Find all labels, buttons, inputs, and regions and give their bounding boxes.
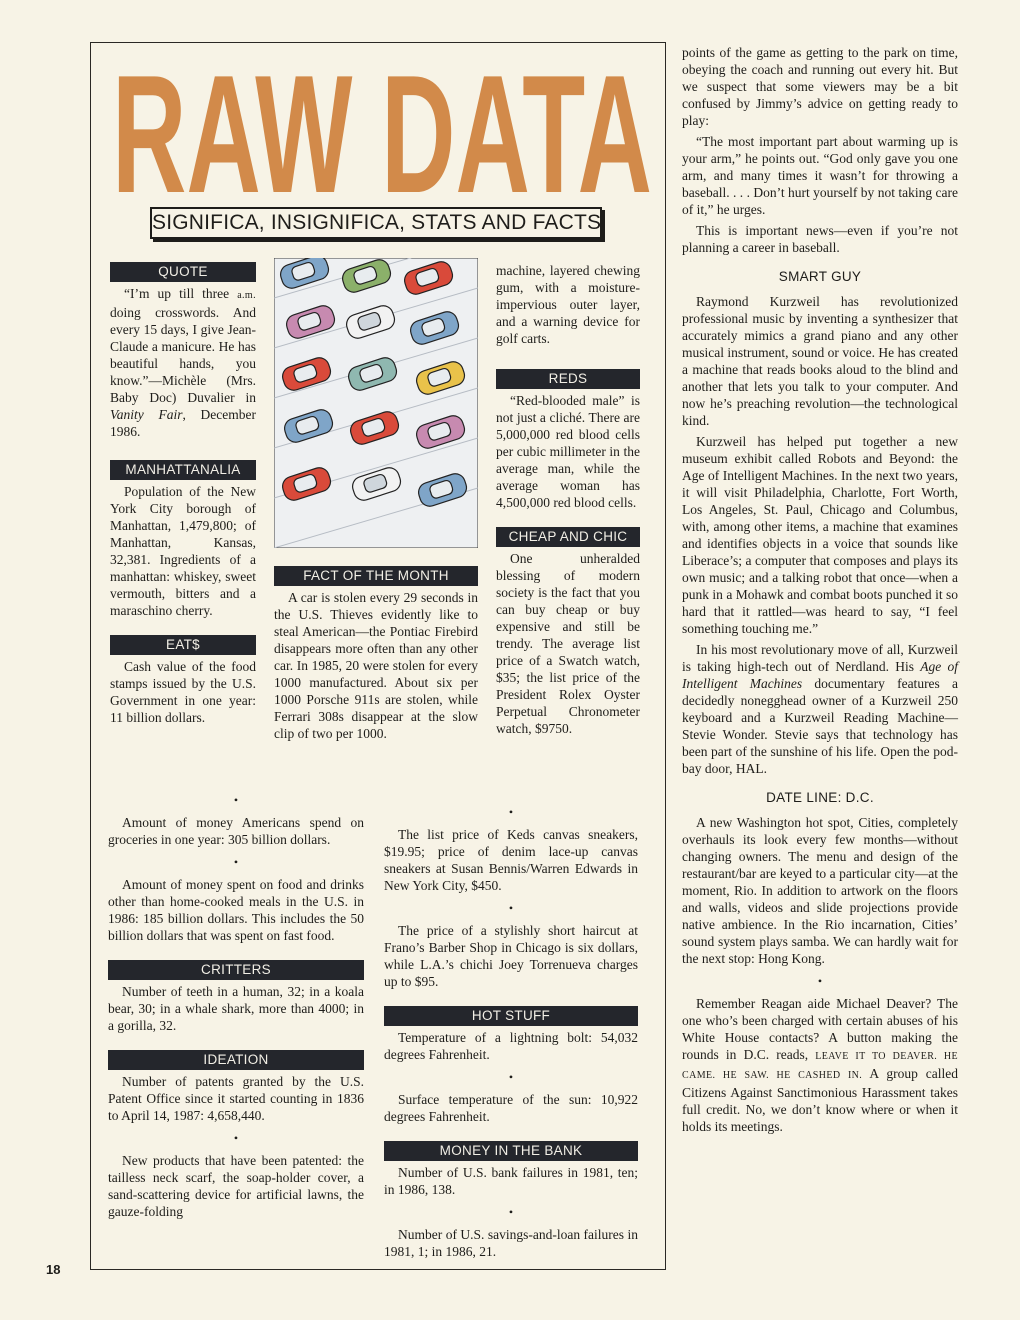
ideation-heading: IDEATION bbox=[108, 1050, 364, 1070]
savings-text: Number of U.S. savings-and-loan failures in 1981, 1; in 1986, 21. bbox=[384, 1227, 638, 1259]
parking-lot-illustration bbox=[274, 258, 478, 548]
hot-stuff-text: Temperature of a lightning bolt: 54,032 degrees Fahrenheit. bbox=[384, 1030, 638, 1062]
manhattanalia-heading: MANHATTANALIA bbox=[110, 460, 256, 480]
article-p2: “The most important part about warming up is your arm,” he points out. “God only gave you one arm, and many times it wasn’t for throwing a baseball. . . . Don’t hurt yourself by not taking care of it,” he urges. bbox=[682, 134, 958, 217]
reds-text: “Red-blooded male” is not just a cliché. There are 5,000,000 red blood cells per cubic millimeter in the average man, while the average woman has 4,500,000 red blood cells. bbox=[496, 393, 640, 510]
smart-guy-p3: In his most revolutionary move of all, Kurzweil is taking high-tech out of Nerdland. His Age of Intelligent Machines documentary features a decidedly nonegghead owner of a Kurzweil 250 keyboard and a Kurzweil Reading Machine—Stevie Wonder. Stevie says that technology has been part of the sunshine of his life. Open the pod-bay door, HAL. bbox=[682, 642, 959, 776]
bullet: • bbox=[508, 1205, 514, 1219]
title-text: RAW DATA bbox=[112, 60, 652, 198]
bullet: • bbox=[508, 805, 514, 819]
fact-heading: FACT OF THE MONTH bbox=[274, 566, 478, 586]
subtitle: SIGNIFICA, INSIGNIFICA, STATS AND FACTS bbox=[150, 207, 602, 239]
quote-text: “I’m up till three a.m. doing crosswords. And every 15 days, I give Jean-Claude a manicure. He has beautiful hands, you know.”—Michèle (Mrs. Baby Doc) Duvalier in Vanity Fair, December 1986. bbox=[110, 286, 257, 439]
quote-heading: QUOTE bbox=[110, 262, 256, 282]
cheap-chic-heading: CHEAP AND CHIC bbox=[496, 527, 640, 547]
smart-guy-heading: SMART GUY bbox=[778, 269, 862, 284]
article-p3: This is important news—even if you’re not planning a career in baseball. bbox=[682, 223, 958, 255]
smart-guy-p1: Raymond Kurzweil has revolutionized professional music by inventing a synthesizer that accurately mimics a grand piano and any other musical instrument, sound or voice. He has created a machine that reads books aloud to the blind and another that lets you talk to your computer. And now he’s preaching revolution—the technological kind. bbox=[682, 294, 958, 428]
critters-text: Number of teeth in a human, 32; in a koala bear, 30; in a whale shark, more than 4000; in a gorilla, 32. bbox=[108, 984, 364, 1033]
column-lower-right bbox=[384, 798, 638, 1264]
groceries-text: Amount of money Americans spend on groceries in one year: 305 billion dollars. bbox=[108, 815, 364, 847]
fact-text: A car is stolen every 29 seconds in the U.S. Thieves evidently like to steal American—the Pontiac Firebird disappears more often than any other car. In 1985, 20 were stolen for every 1000 manufactured. About six per 1000 Porsche 911s are stolen, while Ferrari 308s disappear at the slow clip of two per 1000. bbox=[274, 590, 478, 741]
smart-guy-p2: Kurzweil has helped put together a new museum exhibit called Robots and Beyond: the Age of Intelligent Machines. In the next two years, it will visit Philadelphia, Charlotte, Fort Worth, Los Angeles, St. Paul, Chicago and Columbus, with, among other items, a machine that examines and identifies objects in a voice that sounds like Liberace’s; a computer that composes and plays its own music; and a talking robot that once—when a punk in a Mohawk and combat boots punched it so hard that it rattled—was heard to say, “I feel something touching me.” bbox=[682, 434, 958, 636]
article-p1: points of the game as getting to the park on time, obeying the coach and running out every hit. But we suspect that some viewers may be a bit confused by Jimmy’s advice on getting ready to play: bbox=[682, 45, 958, 128]
bullet: • bbox=[508, 901, 514, 915]
bullet: • bbox=[508, 1070, 514, 1084]
bullet: • bbox=[233, 793, 239, 807]
ideation-text: Number of patents granted by the U.S. Patent Office since it started counting in 1836 to April 14, 1987: 4,658,440. bbox=[108, 1074, 364, 1123]
raw-data-title bbox=[108, 60, 656, 198]
column-left bbox=[110, 262, 256, 730]
cheap-chic-text: One unheralded blessing of modern society is the fact that you can buy cheap or buy expensive and still be trendy. The average list price of a Swatch watch, $35; the list price of the President Rolex Oyster Perpetual Chronometer watch, $9750. bbox=[496, 551, 640, 736]
column-article bbox=[682, 44, 958, 1139]
date-line-p1: A new Washington hot spot, Cities, completely overhauls its look every few months—without changing owners. The menu and design of the restaurant/bar are keyed to a particular city—at the moment, Rio. In addition to artwork on the floors and walls, videos and slide projections provide native ambience. In the Rio incarnation, Cities’ sound system plays samba. We can hardly wait for the next stop: Hong Kong. bbox=[682, 815, 958, 966]
keds-text: The list price of Keds canvas sneakers, $19.95; price of denim lace-up canvas sneakers at Susan Bennis/Warren Edwards in New York City, $450. bbox=[384, 827, 638, 893]
fact-of-the-month bbox=[274, 566, 478, 746]
eats-heading: EAT$ bbox=[110, 635, 256, 655]
manhattanalia-text: Population of the New York City borough of Manhattan, 1,479,800; of Manhattan, Kansas, 32,381. Ingredients of a manhattan: whiskey, sweet vermouth, bitters and a maraschino cherry. bbox=[110, 484, 256, 618]
eats-text: Cash value of the food stamps issued by the U.S. Government in one year: 11 billion dollars. bbox=[110, 659, 256, 725]
hot-stuff-heading: HOT STUFF bbox=[384, 1006, 638, 1026]
food-text: Amount of money spent on food and drinks other than home-cooked meals in the U.S. in 1986: 185 billion dollars. This includes the 50 billion dollars that was spent on fast food. bbox=[108, 877, 364, 943]
products-text: New products that have been patented: the tailless neck scarf, the soap-holder cover, a sand-scattering device for artificial lawns, the gauze-folding bbox=[108, 1153, 364, 1219]
page-number: 18 bbox=[46, 1262, 61, 1277]
bullet: • bbox=[817, 974, 823, 988]
date-line-p2: Remember Reagan aide Michael Deaver? The one who’s been charged with certain abuses of his White House contacts? A button making the rounds in D.C. reads, LEAVE IT TO DEAVER. HE CAME. HE SAW. HE CASHED IN. A group called Citizens Against Sanctimonious Harassment takes full credit. No, we don’t know where or when it holds its meetings. bbox=[682, 996, 959, 1134]
column-lower-left bbox=[108, 786, 364, 1224]
column-right-inner bbox=[496, 262, 640, 741]
reds-heading: REDS bbox=[496, 369, 640, 389]
sun-text: Surface temperature of the sun: 10,922 degrees Fahrenheit. bbox=[384, 1092, 638, 1124]
bullet: • bbox=[233, 855, 239, 869]
haircut-text: The price of a stylishly short haircut at Frano’s Barber Shop in Chicago is six dollars, while L.A.’s chichi Joey Torrenueva charges up to $95. bbox=[384, 923, 638, 989]
critters-heading: CRITTERS bbox=[108, 960, 364, 980]
money-bank-heading: MONEY IN THE BANK bbox=[384, 1141, 638, 1161]
machine-continued: machine, layered chewing gum, with a moisture-impervious outer layer, and a warning device for golf carts. bbox=[496, 263, 640, 346]
bullet: • bbox=[233, 1131, 239, 1145]
banks-text: Number of U.S. bank failures in 1981, ten; in 1986, 138. bbox=[384, 1165, 638, 1197]
date-line-heading: DATE LINE: D.C. bbox=[766, 790, 874, 805]
